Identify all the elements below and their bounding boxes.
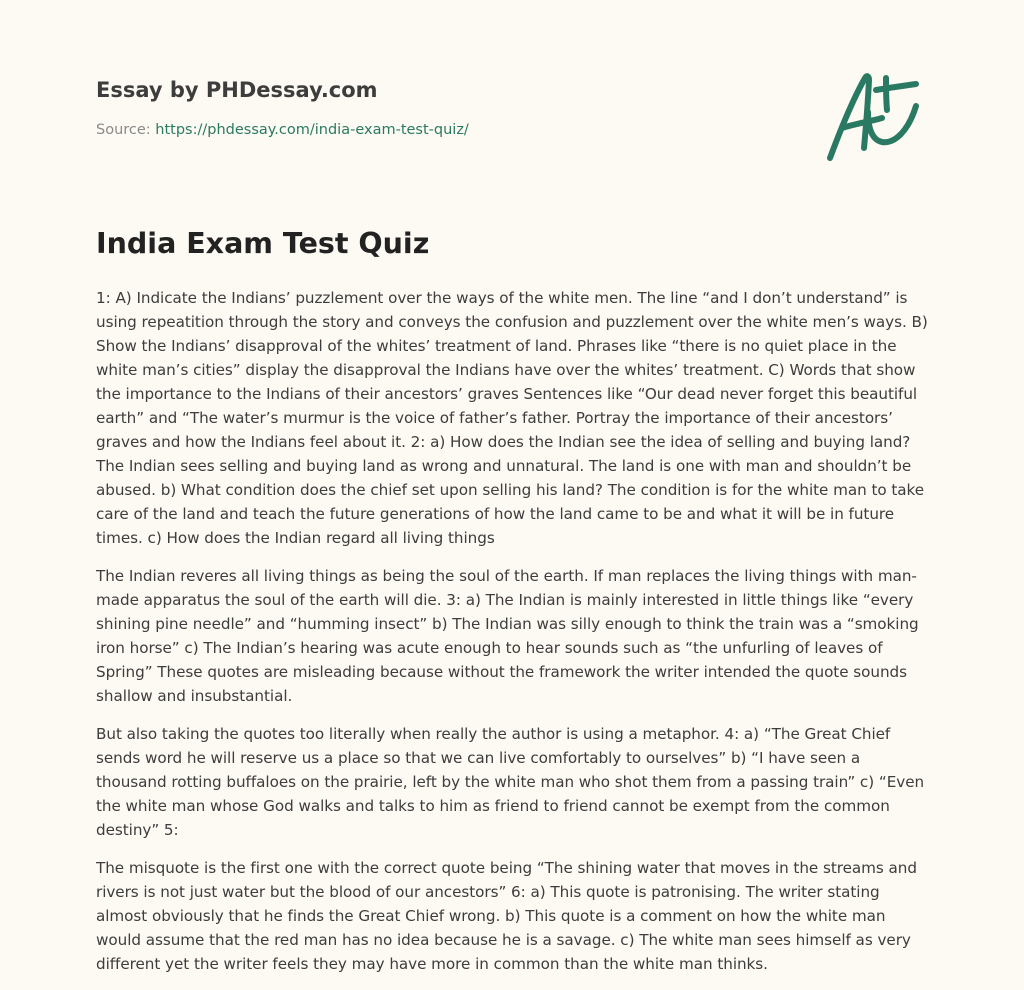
essay-paragraph: But also taking the quotes too literally when really the author is using a metaphor. 4: a) “The Great Chief sends word he will reserve us a place so that we can live comfortably to ourselves” b) “I have seen a thousand rotting buffaloes on the prairie, left by the white man who shot them from a passing train” c) “Even the white man whose God walks and talks to him as friend to friend cannot be exempt from the common destiny” 5: [96,725,925,839]
source-label: Source: [96,122,156,138]
essay-body [96,286,928,990]
a-plus-logo-icon [820,66,930,166]
essay-paragraph: 1: A) Indicate the Indians’ puzzlement over the ways of the white men. The line “and I don’t understand” is using repeatition through the story and conveys the confusion and puzzlement over the white men’s ways. B) Show the Indians’ disapproval of the whites’ treatment of land. Phrases like “there is no quiet place in the white man’s cities” display the disapproval the Indians have over the whites’ treatment. C) Words that show the importance to the Indians of their ancestors’ graves Sentences like “Our dead never forget this beautiful earth” and “The water’s murmur is the voice of father’s father. Portray the importance of their ancestors’ graves and how the Indians feel about it. 2: a) How does the Indian see the idea of selling and buying land? The Indian sees selling and buying land as wrong and unnatural. The land is one with man and shouldn’t be abused. b) What condition does the chief set upon selling his land? The condition is for the white man to take care of the land and teach the future generations of how the land came to be and what it will be in future times. c) How does the Indian regard all living things [96,289,928,547]
essay-title: India Exam Test Quiz [96,227,430,260]
page-header [96,76,796,140]
site-title: Essay by PHDessay.com [96,78,378,102]
source-link[interactable]: https://phdessay.com/india-exam-test-quiz/ [155,122,469,138]
essay-paragraph: The misquote is the first one with the correct quote being “The shining water that moves in the streams and rivers is not just water but the blood of our ancestors” 6: a) This quote is patronising. The writer stating almost obviously that he finds the Great Chief wrong. b) This quote is a comment on how the white man would assume that the red man has no idea because he is a savage. c) The white man sees himself as very different yet the writer feels they may have more in common than the white man thinks. [96,859,917,973]
essay-paragraph: The Indian reveres all living things as being the soul of the earth. If man replaces the living things with man-made apparatus the soul of the earth will die. 3: a) The Indian is mainly interested in little things like “every shining pine needle” and “humming insect” b) The Indian was silly enough to think the train was a “smoking iron horse” c) The Indian’s hearing was acute enough to hear sounds such as “the unfurling of leaves of Spring” These quotes are misleading because without the framework the writer intended the quote sounds shallow and insubstantial. [96,567,919,705]
source-line [96,120,796,140]
